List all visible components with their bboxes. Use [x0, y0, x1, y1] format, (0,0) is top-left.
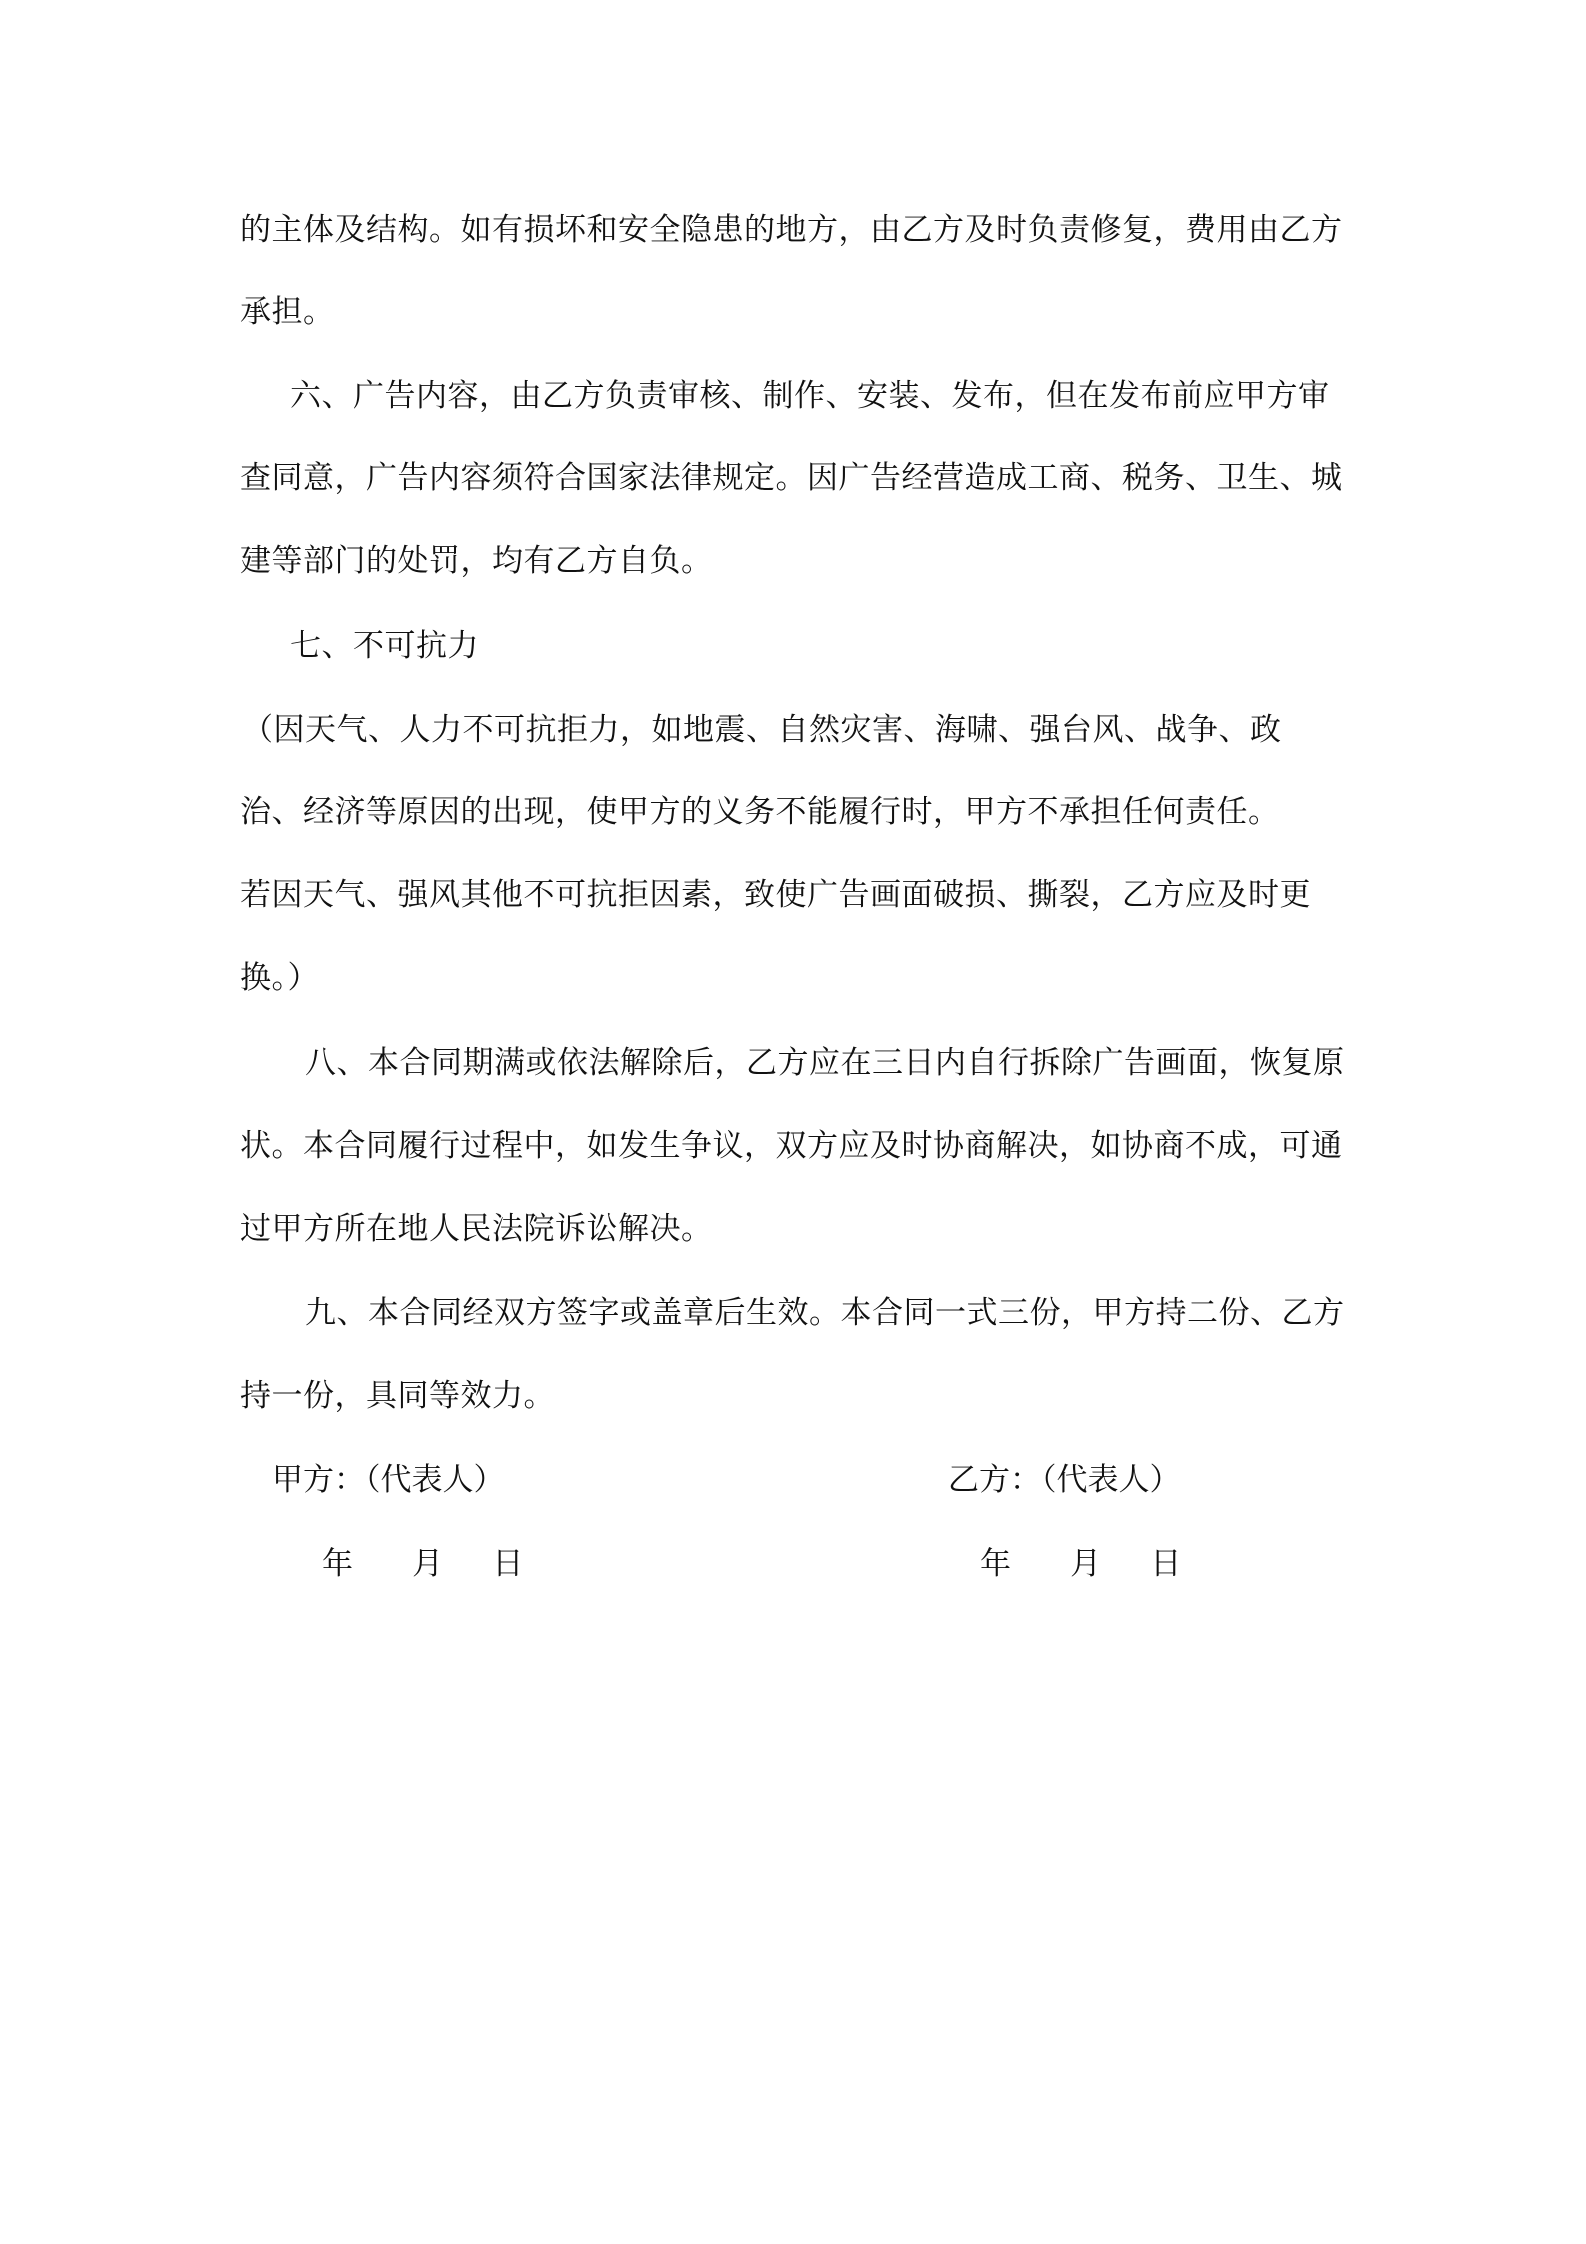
clause-six-heading-line: 六、广告内容，由乙方负责审核、制作、安装、发布，但在发布前应甲方审 — [290, 378, 1330, 414]
body-text-line: 建等部门的处罚，均有乙方自负。 — [240, 543, 713, 579]
clause-eight-heading-line: 八、本合同期满或依法解除后，乙方应在三日内自行拆除广告画面，恢复原 — [305, 1045, 1345, 1081]
body-text-line: 持一份，具同等效力。 — [240, 1378, 555, 1414]
body-text-line: （因天气、人力不可抗拒力，如地震、自然灾害、海啸、强台风、战争、政 — [242, 712, 1282, 748]
party-a-signature-label: 甲方：（代表人） — [272, 1462, 505, 1498]
body-text-line: 查同意，广告内容须符合国家法律规定。因广告经营造成工商、税务、卫生、城 — [240, 460, 1343, 496]
party-b-signature-label: 乙方：（代表人） — [948, 1462, 1181, 1498]
body-text-line: 的主体及结构。如有损坏和安全隐患的地方，由乙方及时负责修复，费用由乙方 — [240, 212, 1343, 248]
body-text-line: 若因天气、强风其他不可抗拒因素，致使广告画面破损、撕裂，乙方应及时更 — [240, 877, 1311, 913]
body-text-line: 状。本合同履行过程中，如发生争议，双方应及时协商解决，如协商不成，可通 — [240, 1128, 1343, 1164]
body-text-line: 治、经济等原因的出现，使甲方的义务不能履行时，甲方不承担任何责任。 — [240, 794, 1280, 830]
clause-nine-heading-line: 九、本合同经双方签字或盖章后生效。本合同一式三份，甲方持二份、乙方 — [305, 1295, 1345, 1331]
party-b-date: 年 月 日 — [980, 1546, 1182, 1582]
body-text-line: 过甲方所在地人民法院诉讼解决。 — [240, 1211, 713, 1247]
body-text-line: 换。） — [240, 960, 319, 996]
body-text-line: 承担。 — [240, 294, 335, 330]
party-a-date: 年 月 日 — [322, 1546, 524, 1582]
clause-seven-heading: 七、不可抗力 — [290, 628, 479, 664]
